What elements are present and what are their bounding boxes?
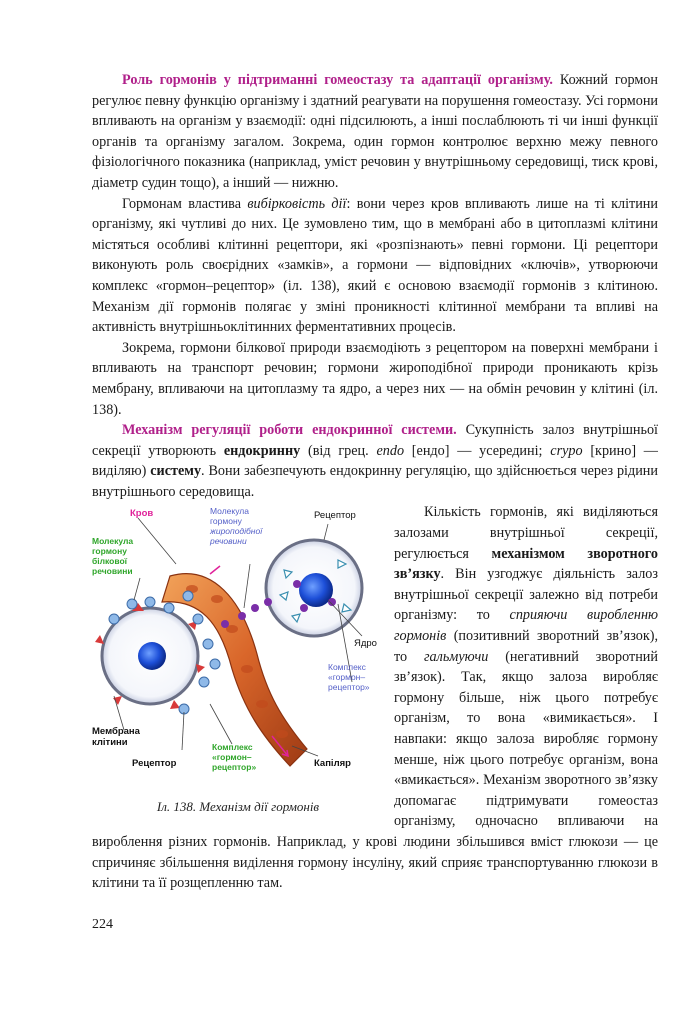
paragraph-text: : вони через кров впливають лише на ті клітини організму, які чутливі до них. Це зумовлено тим, що в мембрані або в цитоплазмі клітини містяться особливі клітинні рецептори, які «розпізнають» певні гормони. Ці рецептори виконують роль своєрідних «замків», а гормони — відповідних «ключів», утворюючи комплекс «гормон–рецептор» (іл. 138), який є основою взаємодії гормонів з клітиною. Механізм дії гормонів полягає у зміні проникності клітинної мембрани та впливі на активність внутрішньоклітинних ферментативних процесів. xyxy=(92,195,658,336)
label-line: рецептор» xyxy=(212,762,257,773)
paragraph-text: Кожний гормон регулює певну функцію організму і здатний реагувати на порушення гомеостазу. Усі гормони впливають на організм у взаємодії: одні підсилюють, а інші послаблюють ті чи інші функції органів та організму загалом. Зокрема, один гормон контролює верхню межу певного фізіологічного показника (наприклад, уміст речовин у внутрішньому середовищі, тиск крові, діаметр судин тощо), а інший — нижню. xyxy=(92,72,658,191)
label-nucleus: Ядро xyxy=(354,638,377,650)
label-line: білкової xyxy=(92,556,128,567)
paragraph-text: Гормонам властива xyxy=(122,195,248,212)
page-content xyxy=(92,70,658,894)
term-crypo: crypo xyxy=(550,442,583,459)
figure-caption: Іл. 138. Механізм дії гормонів xyxy=(156,799,320,815)
label-line: речовини xyxy=(210,536,247,547)
label-membrane xyxy=(92,726,143,748)
paragraph-selectivity xyxy=(92,194,658,338)
term-feedback: механізмом зворотного зв’язку xyxy=(394,545,658,583)
paragraph-text: . Він узгоджує діяльність залоз внутрішньої секреції залежно від потреби організму: то xyxy=(394,566,658,624)
label-line: клітини xyxy=(92,737,128,749)
label-capillary: Капіляр xyxy=(314,758,351,770)
term-negative: гальмуючи xyxy=(424,648,489,665)
term-endo: endo xyxy=(376,442,405,459)
paragraph-text: [ендо] — усередині; xyxy=(404,442,551,459)
label-receptor-top: Рецептор xyxy=(314,510,356,522)
section-heading-mechanism: Механізм регуляції роботи ендокринної системи. xyxy=(122,422,457,439)
label-lipid-hormone xyxy=(209,506,264,546)
label-line: речовини xyxy=(92,566,133,577)
label-line: Мембрана xyxy=(92,726,140,738)
hormone-mechanism-diagram xyxy=(92,504,384,796)
nucleus-right xyxy=(299,573,333,607)
label-line: Молекула xyxy=(92,536,134,547)
paragraph-text: Сукупність залоз внутрішньої секреції утворюють xyxy=(92,422,658,459)
paragraph-text: (негативний зворотний зв’язок). Так, якщо залоза виробляє гормону більше, ніж цього потребує організм, то вона «вимикається». І навпаки: якщо залоза виробляє гормону менше, ніж цього потребує організм, вона «вмикається». Механізм зворотного зв’язку допомагає підтримувати гомеостаз організму, одночасно впливаючи на вироблення різних гормонів. Наприклад, у крові людини збільшився вміст глюкози — це спричиняє збільшення виділення гормону інсуліну, який сприяє транспортуванню глюкози в клітини та її розщепленню там. xyxy=(92,648,658,892)
paragraph-homeostasis xyxy=(92,70,658,194)
label-line: гормону xyxy=(210,516,242,527)
label-complex-bottom xyxy=(212,742,256,772)
term-system: систему xyxy=(150,463,202,480)
paragraph-text: (від грец. xyxy=(300,442,377,459)
term-endocrine: ендокринну xyxy=(223,442,301,459)
section-heading-homeostasis: Роль гормонів у підтриманні гомеостазу та адаптації організму. xyxy=(122,72,553,88)
term-positive: сприяючи виробленню гормонів xyxy=(394,607,658,645)
label-line: гормону xyxy=(92,546,127,557)
page-number: 224 xyxy=(92,917,113,932)
term-selectivity: вибірковість дії xyxy=(247,195,347,212)
label-line: Молекула xyxy=(210,506,249,517)
paragraph-text: Зокрема, гормони білкової природи взаємодіють з рецептором на поверхні мембрани і впливають на транспорт речовин; гормони жироподібної природи проникають крізь мембрану, впливаючи на цитоплазму та ядро, а через них — на обмін речовин у клітині (іл. 138). xyxy=(92,339,658,418)
label-line: Комплекс xyxy=(328,662,366,673)
label-receptor-bottom: Рецептор xyxy=(132,758,177,770)
label-protein-hormone xyxy=(92,536,135,576)
label-line: «гормон– xyxy=(328,672,366,683)
label-line: Комплекс xyxy=(212,742,253,753)
label-blood: Кров xyxy=(130,508,154,520)
paragraph-text: [крино] — виділяю) xyxy=(92,442,658,480)
paragraph-text: . Вони забезпечують ендокринну регуляцію, що здійснюється через рідини внутрішнього середовища. xyxy=(92,463,658,500)
paragraph-text: Кількість гормонів, які виділяються залозами внутрішньої секреції, регулюється xyxy=(394,504,658,562)
nucleus-left xyxy=(138,642,166,670)
label-complex-right xyxy=(328,662,370,692)
label-line: рецептор» xyxy=(328,682,370,693)
label-line: «гормон– xyxy=(212,752,252,763)
paragraph-protein-lipid xyxy=(92,338,658,420)
paragraph-endocrine xyxy=(92,420,658,502)
label-line: жироподібної xyxy=(210,526,263,537)
paragraph-text: (позитивний зворотний зв’язок), то xyxy=(394,628,658,665)
figure-hormone-mechanism xyxy=(92,504,384,820)
